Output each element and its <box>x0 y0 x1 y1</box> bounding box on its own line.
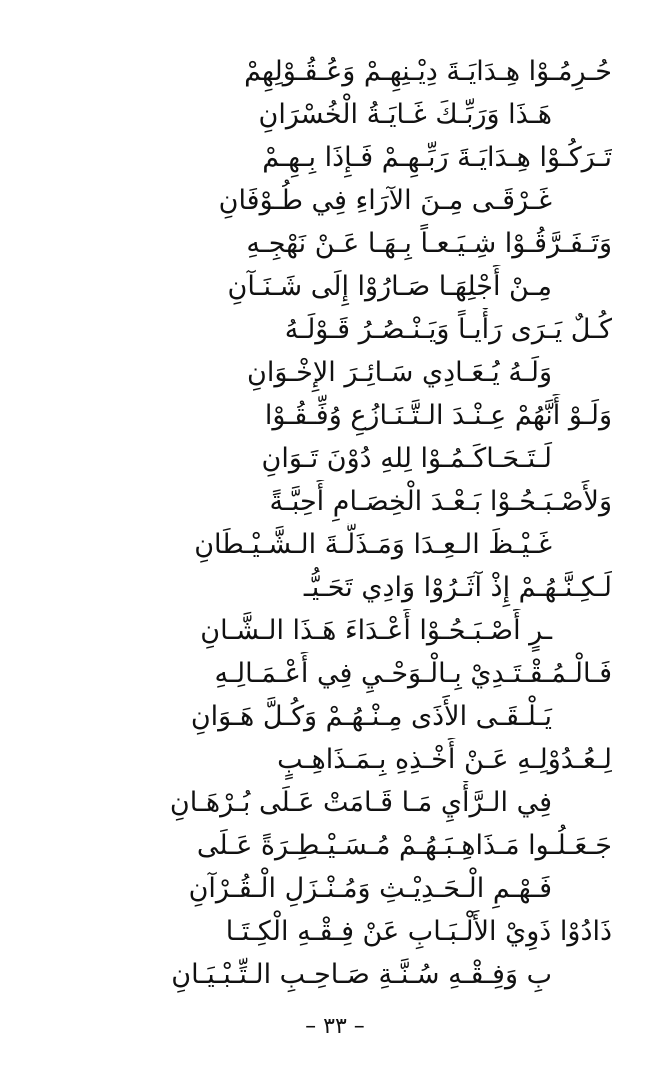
verse-first-hemistich: جَـعَـلُـوا مَـذَاهِـبَـهُـمْ مُـسَـيْـطِـرَةً عَـلَى <box>196 830 612 861</box>
verse <box>60 566 612 652</box>
verse <box>60 50 612 136</box>
verse-second-hemistich: مِـنْ أَجْلِهَـا صَـارُوْا إِلَى شَـنَـآنِ <box>227 271 552 302</box>
verse <box>60 824 612 910</box>
verse-first-hemistich: ذَادُوْا ذَوِيْ الأَلْـبَـابِ عَنْ فِـقْـهِ الْكِـتَـا <box>225 916 612 947</box>
poem <box>60 50 612 996</box>
verse-second-hemistich: بِ وَفِـقْـهِ سُـنَّـةِ صَـاحِـبِ الـتِّـبْـيَـانِ <box>171 959 552 990</box>
verse <box>60 652 612 738</box>
verse-second-hemistich: غَـرْقَـى مِـنَ الآرَاءِ فِي طُـوْفَانِ <box>218 185 552 216</box>
verse-first-hemistich: كُـلٌ يَـرَى رَأْيـاً وَيَـنْـصُـرُ قَـوْلَـهُ <box>284 314 612 345</box>
verse-first-hemistich: لِـعُـدُوْلِـهِ عَـنْ أَخْـذِهِ بِـمَـذَاهِـبٍ <box>277 744 612 775</box>
verse <box>60 394 612 480</box>
verse <box>60 738 612 824</box>
verse-first-hemistich: وَلأَصْـبَـحُـوْا بَـعْـدَ الْخِصَـامِ أَحِبَّـةً <box>269 486 612 517</box>
verse-first-hemistich: حُـرِمُـوْا هِـدَايَـةَ دِيْـنِهِـمْ وَعُـقُـوْلِهِمْ <box>244 56 612 87</box>
verse-second-hemistich: وَلَـهُ يُـعَـادِي سَـائِـرَ الإِخْـوَانِ <box>246 357 552 388</box>
verse-second-hemistich: ـرٍ أَصْـبَـحُـوْا أَعْـدَاءَ هَـذَا الـشَّـانِ <box>200 615 552 646</box>
verse-first-hemistich: فَـالْـمُـقْـتَـدِيْ بِـالْـوَحْـيِ فِي أَعْـمَـالِـهِ <box>214 658 612 689</box>
verse-second-hemistich: لَـتَـحَـاكَـمُـوْا لِلهِ دُوْنَ تَـوَانِ <box>261 443 552 474</box>
verse-first-hemistich: وَلَـوْ أَنَّهُمْ عِـنْـدَ الـتَّـنَـازُعِ وُفِّـقُـوْا <box>264 400 612 431</box>
verse <box>60 308 612 394</box>
verse-first-hemistich: لَـكِـنَّـهُـمْ إِذْ آثَـرُوْا وَادِي تَحَـيُّـ <box>303 572 612 603</box>
verse-second-hemistich: يَـلْـقَـى الأَذَى مِـنْـهُـمْ وَكُـلَّ هَـوَانِ <box>190 701 552 732</box>
verse-second-hemistich: هَـذَا وَرَبِّـكَ غَـايَـةُ الْخُسْرَانِ <box>258 99 552 130</box>
verse-second-hemistich: غَـيْـظَ الـعِـدَا وَمَـذَلَّـةَ الـشَّـيْـطَانِ <box>194 529 552 560</box>
verse-second-hemistich: فَـهْـمِ الْـحَـدِيْـثِ وَمُـنْـزَلِ الْـقُـرْآنِ <box>188 873 552 904</box>
verse <box>60 480 612 566</box>
verse-first-hemistich: وَتَـفَـرَّقُـوْا شِـيَـعـاً بِـهَـا عَـنْ نَهْجِـهِ <box>246 228 612 259</box>
verse-first-hemistich: تَـرَكُـوْا هِـدَايَـةَ رَبِّـهِـمْ فَـإِذَا بِـهِـمْ <box>262 142 612 173</box>
verse <box>60 136 612 222</box>
verse <box>60 910 612 996</box>
verse <box>60 222 612 308</box>
verse-second-hemistich: فِي الـرَّأْيِ مَـا قَـامَتْ عَـلَى بُـرْهَـانِ <box>169 787 552 818</box>
page-number: – ٣٣ – <box>305 1014 365 1039</box>
